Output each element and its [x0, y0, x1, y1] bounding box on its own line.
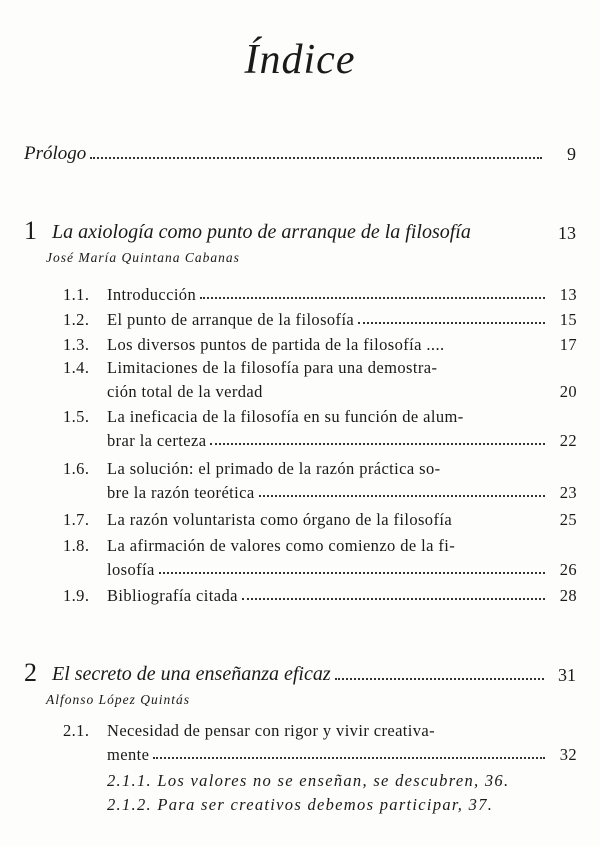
toc-chapter-2[interactable] — [24, 660, 576, 686]
section-title-line1: Necesidad de pensar con rigor y vivir creativa- — [107, 721, 436, 740]
section-page: 15 — [559, 310, 577, 329]
section-number: 1.7. — [63, 510, 90, 529]
chapter-page: 31 — [558, 665, 576, 685]
dot-leader — [358, 322, 545, 324]
dot-leader — [242, 598, 545, 600]
section-page: 25 — [559, 510, 577, 529]
toc-chapter-1[interactable] — [24, 218, 576, 244]
section-number: 1.8. — [63, 536, 90, 555]
section-title: Los diversos puntos de partida de la filosofía .... — [107, 335, 445, 354]
toc-section[interactable] — [0, 510, 600, 534]
section-page: 28 — [559, 586, 577, 605]
dot-leader — [153, 757, 545, 759]
dot-leader — [90, 157, 542, 159]
chapter-title: La axiología como punto de arranque de la filosofía — [52, 221, 471, 243]
toc-section[interactable] — [0, 536, 600, 584]
section-number: 1.4. — [63, 358, 90, 377]
dot-leader — [335, 678, 544, 680]
section-title-line2: brar la certeza — [107, 431, 207, 450]
section-title-line1: La solución: el primado de la razón práctica so- — [107, 459, 441, 478]
section-page: 22 — [559, 431, 577, 450]
section-title-line2: bre la razón teorética — [107, 483, 255, 502]
chapter-page: 13 — [558, 223, 576, 243]
toc-subsection[interactable]: 2.1.2. Para ser creativos debemos participar, 37. — [107, 795, 494, 814]
section-title: Bibliografía citada — [107, 586, 238, 605]
toc-section[interactable] — [0, 586, 600, 610]
page-title: Índice — [244, 37, 356, 83]
section-number: 1.3. — [63, 335, 90, 354]
section-title: Introducción — [107, 285, 197, 304]
section-page: 26 — [559, 560, 577, 579]
toc-section[interactable] — [0, 358, 600, 406]
dot-leader — [210, 443, 545, 445]
section-page: 23 — [559, 483, 577, 502]
chapter-author: José María Quintana Cabanas — [46, 250, 240, 265]
section-title-line2: mente — [107, 745, 150, 764]
section-title-line2: ción total de la verdad — [107, 382, 263, 401]
dot-leader — [259, 495, 545, 497]
section-page: 32 — [559, 745, 577, 764]
toc-section[interactable] — [0, 407, 600, 455]
section-page: 17 — [559, 335, 577, 354]
section-number: 1.9. — [63, 586, 90, 605]
dot-leader — [159, 572, 545, 574]
section-title: El punto de arranque de la filosofía — [107, 310, 355, 329]
section-title-line1: La ineficacia de la filosofía en su función de alum- — [107, 407, 464, 426]
prologo-label: Prólogo — [24, 143, 87, 164]
section-title: La razón voluntarista como órgano de la filosofía — [107, 510, 453, 529]
section-title-line2: losofía — [107, 560, 155, 579]
section-number: 1.6. — [63, 459, 90, 478]
section-number: 1.2. — [63, 310, 90, 329]
section-number: 1.5. — [63, 407, 90, 426]
toc-section[interactable] — [0, 335, 600, 359]
toc-subsection[interactable]: 2.1.1. Los valores no se enseñan, se descubren, 36. — [107, 771, 510, 790]
section-page: 13 — [559, 285, 577, 304]
toc-entry-prologo[interactable] — [24, 143, 576, 165]
chapter-number: 2 — [24, 658, 37, 687]
prologo-page: 9 — [567, 144, 576, 164]
section-number: 2.1. — [63, 721, 90, 740]
toc-section[interactable] — [0, 310, 600, 334]
chapter-author: Alfonso López Quintás — [46, 692, 191, 707]
dot-leader — [200, 297, 545, 299]
chapter-title: El secreto de una enseñanza eficaz — [52, 663, 331, 685]
chapter-number: 1 — [24, 216, 37, 245]
section-title-line1: La afirmación de valores como comienzo de la fi- — [107, 536, 456, 555]
section-title-line1: Limitaciones de la filosofía para una demostra- — [107, 358, 438, 377]
section-page: 20 — [559, 382, 577, 401]
toc-section[interactable] — [0, 285, 600, 309]
toc-section[interactable] — [0, 459, 600, 507]
toc-section[interactable] — [0, 721, 600, 769]
section-number: 1.1. — [63, 285, 90, 304]
